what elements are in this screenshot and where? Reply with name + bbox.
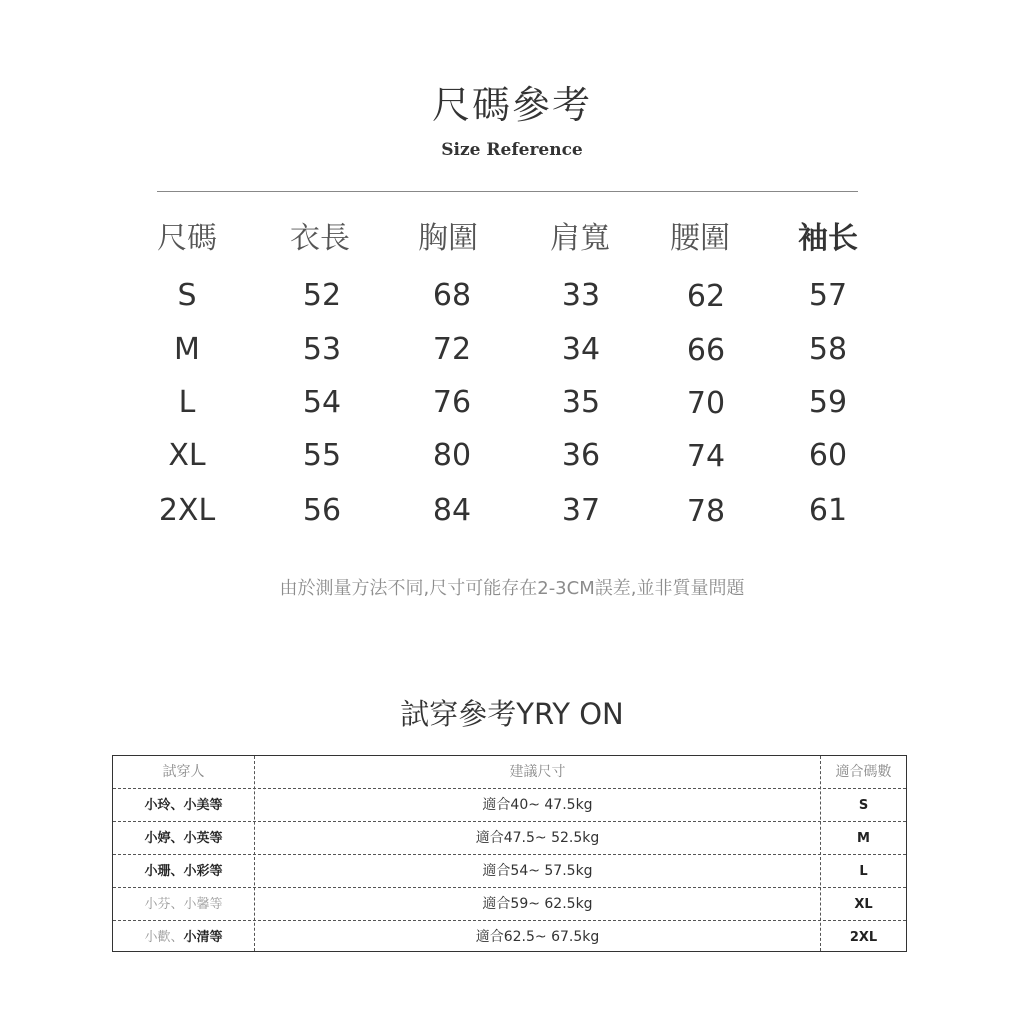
- table-row: [113, 920, 906, 954]
- page-title: 尺碼參考: [431, 83, 592, 127]
- weight-cell: 適合59~ 62.5kg: [482, 896, 593, 912]
- table-cell: 72: [432, 332, 472, 367]
- table-cell: 74: [686, 439, 726, 474]
- table-cell: 78: [686, 494, 726, 529]
- measurement-note: 由於測量方法不同,尺寸可能存在2-3CM誤差,並非質量問題: [279, 578, 745, 599]
- size-cell: S: [858, 798, 869, 813]
- column-header-chest: 胸圍: [418, 221, 478, 256]
- table-cell: 2XL: [158, 493, 216, 528]
- table-cell: 61: [808, 493, 848, 528]
- table-cell: 80: [432, 438, 472, 473]
- table-cell: 60: [808, 438, 848, 473]
- column-header-shoulder: 肩寬: [550, 221, 610, 256]
- table-cell: 68: [432, 278, 472, 313]
- table-cell: 76: [432, 385, 472, 420]
- person-cell: 小芬、小馨等: [144, 897, 223, 912]
- table-cell: 37: [561, 493, 601, 528]
- table-cell: M: [174, 332, 200, 367]
- person-cell: [113, 921, 254, 954]
- column-header-fit-size: 適合碼數: [835, 764, 892, 780]
- table-cell: 62: [686, 279, 726, 314]
- table-cell: 33: [561, 278, 601, 313]
- size-cell: 2XL: [849, 930, 878, 945]
- table-cell: 55: [302, 438, 342, 473]
- person-name-light: 小歡、: [144, 930, 184, 945]
- try-on-title: 試穿參考YRY ON: [400, 697, 624, 731]
- person-cell: 小婷、小英等: [144, 831, 223, 846]
- column-header-person: 試穿人: [162, 764, 205, 780]
- table-cell: 52: [302, 278, 342, 313]
- table-cell: L: [178, 385, 196, 420]
- table-cell: 34: [561, 332, 601, 367]
- weight-cell: 適合40~ 47.5kg: [482, 797, 593, 813]
- table-cell: 36: [561, 438, 601, 473]
- column-header-length: 衣長: [290, 221, 350, 256]
- page-subtitle: Size Reference: [441, 140, 583, 160]
- table-header-row: [113, 756, 906, 789]
- column-header-sleeve: 袖长: [798, 221, 858, 256]
- table-cell: 70: [686, 386, 726, 421]
- column-header-size: 尺碼: [157, 221, 217, 256]
- table-cell: 59: [808, 385, 848, 420]
- table-cell: 56: [302, 493, 342, 528]
- size-cell: XL: [854, 897, 873, 912]
- person-cell: 小玲、小美等: [144, 798, 223, 813]
- table-cell: 53: [302, 332, 342, 367]
- table-cell: 84: [432, 493, 472, 528]
- try-on-table: [112, 755, 907, 952]
- weight-cell: 適合47.5~ 52.5kg: [475, 830, 600, 846]
- weight-cell: 適合62.5~ 67.5kg: [475, 929, 600, 945]
- table-row: [113, 887, 906, 921]
- size-cell: M: [857, 831, 870, 846]
- column-header-recommended: 建議尺寸: [509, 764, 566, 780]
- person-name-bold: 小清等: [183, 930, 223, 945]
- table-cell: 57: [808, 278, 848, 313]
- table-cell: S: [177, 278, 197, 313]
- table-row: [113, 788, 906, 822]
- table-cell: 54: [302, 385, 342, 420]
- table-row: [113, 821, 906, 855]
- table-row: [113, 854, 906, 888]
- table-cell: 66: [686, 333, 726, 368]
- table-cell: XL: [168, 438, 206, 473]
- size-cell: L: [859, 864, 868, 879]
- table-cell: 35: [561, 385, 601, 420]
- column-header-waist: 腰圍: [670, 221, 730, 256]
- person-cell: 小珊、小彩等: [144, 864, 223, 879]
- table-cell: 58: [808, 332, 848, 367]
- weight-cell: 適合54~ 57.5kg: [482, 863, 593, 879]
